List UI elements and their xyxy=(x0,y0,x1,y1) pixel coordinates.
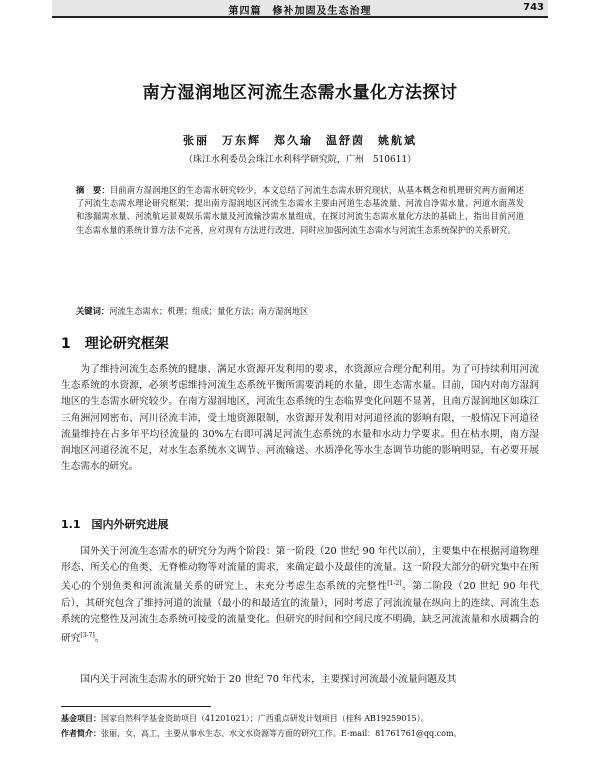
paragraph-text: 。第二阶段（20 世纪 90 年代后），其研究包含了维持河道的流量（最小的和最适宜的流量），同时考虑了河流流量在纵向上的连续、河流生态系统的完整性及河流生态系统可接受的流量变化。但研究的时间和空间尺度不明确，缺乏河流流量和水质耦合的研究 xyxy=(61,581,539,645)
subsection-paragraph xyxy=(61,544,539,648)
paragraph-text: 。 xyxy=(94,633,105,645)
footnote-author xyxy=(61,727,541,740)
footnote-rule xyxy=(61,706,211,707)
author-list: 张丽 万东辉 郑久瑜 温舒茵 姚航斌 xyxy=(183,134,417,147)
running-header-title: 第四篇 修补加固及生态治理 xyxy=(228,6,372,17)
paper-title: 南方湿润地区河流生态需水量化方法探讨 xyxy=(142,83,458,103)
abstract-label: 摘 要： xyxy=(76,185,110,195)
citation: [3-7] xyxy=(80,632,95,640)
section-heading: 1 理论研究框架 xyxy=(61,336,169,352)
running-header xyxy=(52,0,548,18)
abstract-text: 目前南方湿润地区的生态需水研究较少，本文总结了河流生态需水研究现状，从基本概念和机理研究两方面阐述了河流生态需水理论研究框架；提出南方湿润地区河流生态需水主要由河道生态基流量、河流自净需水量、河道水面蒸发和渗漏需水量、河流航运景观娱乐需水量及河流输沙需水量组成，在探讨河流生态需水量化方法的基础上，指出目前河道生态需水量的系统计算方法不完善，应对现有方法进行改进，同时应加强河流生态需水与河流生态系统保护的关系研究。 xyxy=(76,185,524,235)
abstract xyxy=(76,184,524,237)
paragraph-text: 国外关于河流生态需水的研究分为两个阶段：第一阶段（20 世纪 90 年代以前），主要集中在根据河道物理形态、所关心的鱼类、无脊椎动物等对流量的需求，来确定最小及最佳的流量。这一阶段大部分的研究集中在所关心的个别鱼类和河流流量关系的研究上，未充分考虑生态系统的完整性 xyxy=(61,546,539,593)
footnote-author-label: 作者简介： xyxy=(61,728,101,738)
affiliation: （珠江水利委员会珠江水利科学研究院，广州 510611） xyxy=(183,155,417,165)
section-paragraph: 为了维持河流生态系统的健康、满足水资源开发利用的要求，水资源应合理分配利用。为了可持续利用河流生态系统的水资源，必须考虑维持河流生态系统平衡所需要消耗的水量，即生态需水量。目前，国内对南方湿润地区的生态需水研究较少。在南方湿润地区，河流生态系统的生态临界变化问题不显著，且南方湿润地区如珠江三角洲河网密布、河川径流丰沛，受土地资源限制，水资源开发利用对河道径流的影响有限，一般情况下河道径流量维持在占多年平均径流量的 30%左右即可满足河流生态系统的水量和水动力学要求。但在枯水期，南方湿润地区河道径流不足，对水生态系统水文调节、河流输送、水质净化等水生态调节功能的影响明显，有必要开展生态需水的研究。 xyxy=(61,364,539,473)
footnote-fund-text: 国家自然科学基金资助项目（41201021）；广西重点研发计划项目（桂科 AB19259015）。 xyxy=(101,714,429,723)
page-number: 743 xyxy=(523,2,544,13)
footnote-fund-label: 基金项目： xyxy=(61,713,101,723)
subsection-heading: 1.1 国内外研究进展 xyxy=(61,518,169,531)
keywords-text: 河流生态需水；机理；组成；量化方法；南方湿润地区 xyxy=(109,306,309,316)
subsection-paragraph-2: 国内关于河流生态需水的研究始于 20 世纪 70 年代末，主要探讨河流最小流量问题及其 xyxy=(80,674,457,685)
footnote-fund xyxy=(61,712,541,725)
citation: [1-2] xyxy=(387,580,402,588)
keywords-label: 关键词： xyxy=(76,306,110,316)
footnote-author-text: 张丽，女，高工，主要从事水生态、水文水资源等方面的研究工作。E-mail：81761761@qq.com。 xyxy=(101,729,462,738)
keywords xyxy=(76,305,524,318)
